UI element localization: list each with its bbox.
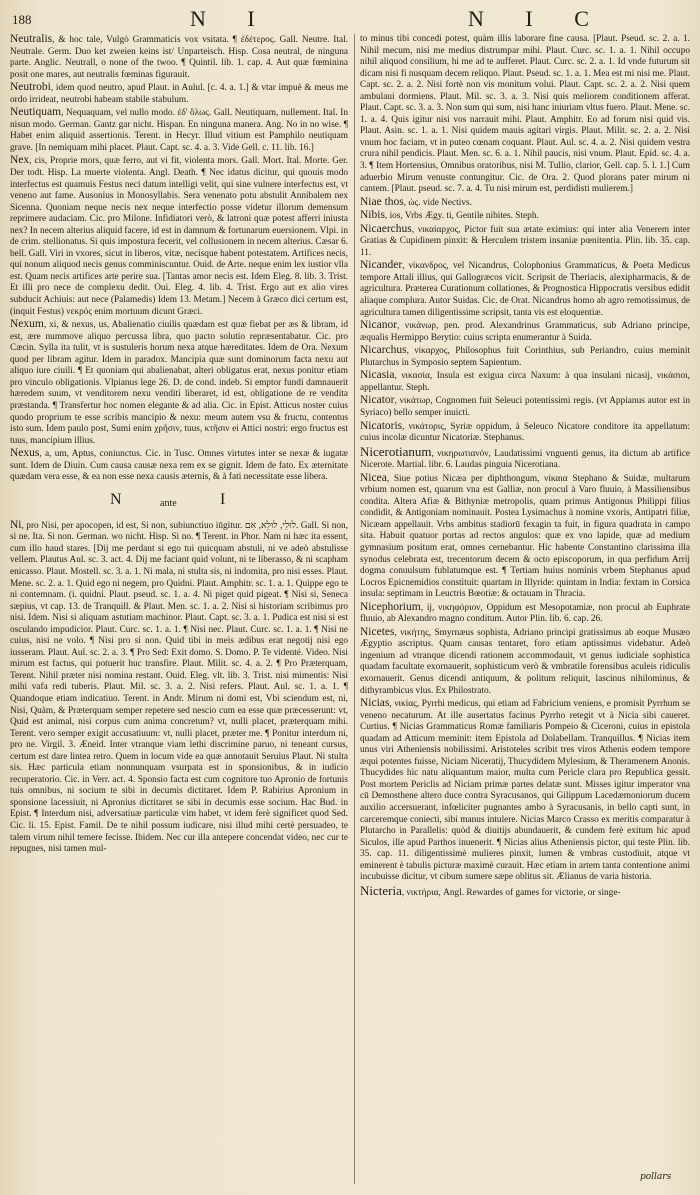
running-head-left: N I [190,6,273,31]
dictionary-entry: Nicerotianum, νικηρωτιανόν, Laudatissimi vnguenti genus, ita dictum ab artifice Nicerote. Martial. libr. 6. Laudas pinguia Nicerotiana. [360,443,690,471]
left-entries-after [10,520,348,856]
entry-text: a, um, Aptus, coniunctus. Cic. in Tusc. Omnes virtutes inter se nexæ & iugatæ sunt. Idem de Diuin. Cum causa causæ nexa rem ex se gignit. Idem de fato. Ex æternitate quædam vera esse, & ea non esse nexa causis æternis, & à fati necessitate esse libera. [10,449,348,483]
entry-headword: Nicias [360,697,390,710]
dictionary-entry: Neutrobi, idem quod neutro, apud Plaut. in Aulul. [c. 4. a. 1.] & vtar impuè & meus me ordo irrideat, neutrobi habeam stabile stabulum. [10,81,348,105]
entry-text: νικάτορις, Syriæ oppidum, à Seleuco Nicatore conditore ita appellatum: cuius incolæ dicuntur Nicatoriæ. Stephanus. [360,421,690,444]
entry-text: νίκανδρος, vel Nicandrus, Colophonius Grammaticus, & Poeta Medicus tempore Attali illius, qui Gallogræcos vicit. Scripsit de Theriacis, alexipharmacis, & de agricultura. Præterea Curationum collationes, & Prognostica Hippocratis versibus edidit aliaque complura. Autor Suidas. Cic. de Orat. Nicandrus homo ab agro remotissimus, de agricultura tamen diligentissime scripsit, tanta vis est eloquentiæ. [360,261,690,318]
right-entries [360,34,690,899]
dictionary-entry [360,34,690,196]
dictionary-entry: Neutralis, & hoc tale, Vulgò Grammaticis vox vsitata. ¶ ἐδέτερος. Gall. Neutre. Ital. Neutrale. Germ. Duo ket zweien keins ist/ Unparteisch. Hisp. Cosa neutral, de ninguna parte. Anglic. Neutrall, o none of the twoo. ¶ Quintil. lib. 1. cap. 4. Aut quæ fœminina posit one mares, aut neutralis fœminas figurauit. [10,34,348,80]
section-letter-left: N [110,490,122,508]
entry-text: ios, Vrbs Ægy. ti, Gentile nibites. Steph. [389,211,539,222]
entry-text: ὠς. vide Nectivs. [408,197,472,208]
section-word: ante [160,497,177,509]
entry-headword: Nex [10,154,30,167]
entry-text: νικαίαρχος, Pictor fuit sua ætate eximius: qui inter alia Venerem inter Gratias & Cupidinem pinxit: & Herculem tristem insaniæ pœnitentia. Plin. lib. 35. cap. 11. [360,224,690,258]
entry-text: ij, νικηφόριον, Oppidum est Mesopotamiæ, non procul ab Euphrate fluuio, ab Alexandro magno conditum. Autor Plin. lib. 6. cap. 26. [360,602,690,625]
dictionary-entry: Nicaerchus, νικαίαρχος, Pictor fuit sua ætate eximius: qui inter alia Venerem inter Gratias & Cupidinem pinxit: & Herculem tristem insaniæ pœnitentia. Plin. lib. 35. cap. 11. [360,222,690,258]
dictionary-entry: Nicator, νικάτωρ, Cognomen fuit Seleuci potentissimi regis. (vt Appianus autor est in Syriaco) bello semper inuicti. [360,394,690,418]
entry-headword: Nicator [360,394,395,407]
entry-text: νικασία, Insula est exigua circa Naxum: à qua insulani nicasij, νικάσιοι, appellantur. Steph. [360,371,690,393]
running-head-right: N I C [468,6,607,31]
dictionary-entry: Nicea, Siue potius Nicæa per diphthongum, νίκαια Stephano & Suidæ, multarum vrbium nomen est, quarum vna est Galliæ, non procul à Varo fluuio, à Massiliensibus condita. Altera Afiæ & Bithyniæ metropolis, quam primus Antigonus Philippi filius condidit, & Antigoniam nominauit. Postea Lysimachus à nomine vxoris, Antipatri filiæ, Nicæam appellauit. Vrbs ambitus stadiorū fexagin ta fuit, in figura quadrata in campo sita. Habuit quatuor portas ad rectos angulos: quæ ex vno lapide, quæ ad medium gymnasium positum erat, omnes cernebantur. Hic habente Constantino clarissima illa synodus celebrata est, trecentorum decem & octo episcoporum, in qua perfidum Arrij dogma conuulsum fublatumque est. ¶ Tertiam huius nominis vrbem Stephanus apud Locros Epicnemidios constituit: quartam in Illyride: quintam in India: fextam in Corsica insula: septimam in Leuctris Bœotiæ: & octauam in Thracia. [360,471,690,600]
entry-headword: Neutrobi [10,81,51,94]
entry-text: νικάνωρ, pen. prod. Alexandrinus Grammaticus, sub Adriano principe, æqualis Hermippo Berytio: cuius scripta enumerantur à Suida. [360,321,690,343]
dictionary-entry: Niae thos, ὠς. vide Nectivs. [360,195,472,208]
left-column [10,34,348,1184]
entry-headword: Nicanor [360,319,398,332]
entry-headword: Ni [10,518,22,531]
dictionary-entry: Nicatoris, νικάτορις, Syriæ oppidum, à Seleuco Nicatore conditore ita appellatum: cuius incolæ dicuntur Nicatoriæ. Stephanus. [360,419,690,444]
catchword: pollars [640,1172,672,1182]
dictionary-entry: Nicander, νίκανδρος, vel Nicandrus, Colophonius Grammaticus, & Poeta Medicus tempore Attali illius, qui Gallogræcos vicit. Scripsit de Theriacis, alexipharmacis, & de agricultura. Præterea Curationum collationes, & Prognostica Hippocratis versibus edidit aliaque complura. Autor Suidas. Cic. de Orat. Nicandrus homo ab agro remotissimus, de agricultura tamen diligentissime scripsit, tanta vis est eloquentiæ. [360,259,690,318]
entry-text: to minus tibi concedi potest, quàm illis laborare fine causa. [Plaut. Pseud. sc. 2. a. 1. Nihil mecum, nisi me medius distrumpar mihi. Plaut. Curc. sc. 1. a. 1. Nihil occupo nihil aliquod consilium, hi me ad te aufferet. Plaut. Curc. sc. 2. a. 1. Id vnde futurum sit dicam nisi fi nusquam decem reliquo. Plaut. Pseud. sc. 1. a. 1. Mea est mi nisi me. Plaut. Capt. sc. 2. a. 2. Nisi fortè non vis monitum volui. Plaut. Capt. sc. 2. a. 2. Nisi quem ambulaui dormiens. Plaut. Mil. sc. 3. a. 3. Nisi quis meliorem conditionem afferat. Plaut. Capt. sc. 3. a. 3. Non sum qui sum, nisi hanc iniuriam vltus fuero. Plaut. Mene. sc. 1. a. 4. Quis igitur nisi vos narrauit mihi. Plaut. Amphitr. Eo ad forum nisi quid vis. Plaut. Asin. sc. 1. a. 1. Nisi quidem mauis agitari virgis. Plaut. Milit. sc. 2. a. 2. Nisi vnum hoc faciam, vt in puteo cœnam coquant. Plaut. Aul. sc. 4. a. 2. Nisi quidem vestra crura nihil pendicis. Plaut. Men. sc. 6. a. 1. Nihil paucis, nisi vnum. Plaut. Epid. sc. 4. a. 3. ¶ Item Hortensius, Omnibus oratoribus, nisi M. Tullio, clarior, Gell. cap. 5. l. 1.] Cum aduerbio Mirum venuste contungitur. Cic. de Ora. 2. Quod plorans pater mirum ni cantem. [Plaut. pseud. sc. 7. a. 4. Tu nisi mirum est, perdidisti mulierem.] [360,34,690,195]
dictionary-entry: Nicasia, νικασία, Insula est exigua circa Naxum: à qua insulani nicasij, νικάσιοι, appellantur. Steph. [360,369,690,393]
dictionary-entry: Nibis, ios, Vrbs Ægy. ti, Gentile nibites. Steph. [360,209,539,222]
entry-headword: Nicea [360,471,387,484]
right-column [360,34,690,1184]
entry-headword: Nicerotianum [360,443,432,459]
dictionary-entry: Nexum, xi, & nexus, us, Abalienatio ciuilis quædam est quæ fiebat per æs & libram, id est, ære nummove aliquo percussa libra, quo pacto solutio repræsentabatur. Cic. pro Cæcin. Sylla ita tulit, vt is sustuleris horum nexa atque hæreditates. Idem de Ora. Nexum quod per libram agitur. Idem in paradox. Mancipia quæ sunt dominorum facta nexu aut aliquo iure ciuili. ¶ Et quoniam qui abalienabat, alteri obligatus erat, nexus ponitur etiam pro vinculo obligationis. Vlpianus lege 26. D. de cond. indeb. Si emptor fundi damnauerit hæredem suum, vt venditorem nexu venditi liberaret, id est, obligatione de re vendita præstanda. ¶ Transfertur hoc nomen elegante & ad alia. Cic. in Epist. Atticus noster cuius quodo proprium te esse scribis mancipio & nexu: meum autem vsu & fructu, contentus isto sum. Idem paulo post, Sumi enim χρῆσιν, tuus, κτῆσιν ei Attici nostri: ergo fructus est tuus, mancipium illius. [10,318,348,446]
entry-headword: Nexum [10,318,44,331]
entry-headword: Nexus [10,447,40,460]
entry-headword: Nicasia [360,369,395,382]
dictionary-entry: Neutiquam, Nequaquam, vel nullo modo. ἐδ' ὅλως. Gall. Neutiquam, nullement. Ital. In nisun modo. German. Gantz gar nicht. Hispan. En ninguna manera. Ang. No in no wise. ¶ Habet enim aliquid assertionis. Terent. in Hecyr. Illud vitium est Pamphilo neutiquam grave. [In nemiquam mihi placet. Plaut. Capt. sc. 4. a. 3. Vide Gell. c. 11. lib. 16.] [10,106,348,153]
entry-text: xi, & nexus, us, Abalienatio ciuilis quædam est quæ fiebat per æs & libram, id est, ære nummove aliquo percussa libra, quo pacto solutio repræsentabatur. Cic. pro Cæcin. Sylla ita tulit, vt is sustuleris horum nexa atque hæreditates. Idem de Ora. Nexum quod per libram agitur. Idem in paradox. Mancipia quæ sunt dominorum facta nexu aut aliquo iure ciuili. ¶ Et quoniam qui abalienabat, alteri obligatus erat, nexus ponitur etiam pro vinculo obligationis. Vlpianus lege 26. D. de cond. indeb. Si emptor fundi damnauerit hæredem suum, vt venditorem nexu venditi liberaret, id est, obligatione de re vendita præstanda. ¶ Transfertur hoc nomen elegante & ad alia. Cic. in Epist. Atticus noster cuius quodo proprium te esse scribis mancipio & nexu: meum autem vsu & fructu, contentus isto sum. Idem paulo post, Sumi enim χρῆσιν, tuus, κτῆσιν ei Attici nostri: ergo fructus est tuus, mancipium illius. [10,320,348,446]
entry-text: νικάτωρ, Cognomen fuit Seleuci potentissimi regis. (vt Appianus autor est in Syriaco) bello semper inuicti. [360,396,690,418]
entry-headword: Nicander [360,259,403,272]
dictionary-entry: Nicetes, νικήτης, Smyrnæus sophista, Adriano principi gratissimus ab eoque Musæo Ægyptio ascriptus. Quam causas tentaret, foro etiam aptissimus videbatur. Adeò ingenium ad vtranque dicendi rationem accommodauit, vt genus iudiciale sophistica quadam facultate exornauerit, sophisticum verò & vmbratile forensibus aculeis ridiculis exornauerit. Genus dicendi antiquum, & politum reliquit, lascinus nihilominus, & dithyrambicus vlus. Ex Philostrato. [360,625,690,696]
entry-text: & hoc tale, Vulgò Grammaticis vox vsitata. ¶ ἐδέτερος. Gall. Neutre. Ital. Neutrale. Germ. Duo ket zweien keins ist/ Unparteisch. Hisp. Cosa neutral, de ninguna parte. Anglic. Neutrall, o none of the twoo. ¶ Quintil. lib. 1. cap. 4. Aut quæ fœminina posit one mares, aut neutralis fœminas figurauit. [10,35,348,80]
entry-text: νικτήρια, Angl. Rewardes of games for victorie, or singe- [406,887,621,898]
entry-text: νικίας, Pyrrhi medicus, qui etiam ad Fabricium veniens, e promisit Pyrrhum se veneno necaturum. At ille ausertatus facinus Pyrrho retegit vt à Nicia sibi caueret. Curtius. ¶ Nicias Grammaticus Romæ familiaris Pompeio & Ciceroni, cuius in epistola quadam ad Atticum meminit: item Epistola ad Dolabellam. Tranquillus. ¶ Nicias item unus viri Atheniensis nobilissimi. Aristoteles scribit tres viros Athenis eodem tempore æqui potentes fuisse, Niciam Niceratij, Thucydidem Mylesium, & Theramenem Anonis. Thucydides hic natu aliquantum maior, multa cum Pericle clara pro Republica gessit. Post mortem Periclis ad Niciam primæ partes delatæ sunt. Misses igitur imperator vna cū Demosthene altero duce contra Syracusanos, qui Gilippum Lacedæmoniorum ducem auxilio accersuerant, infœliciter pugnantes ambo à Syracusanis, in bello capti sunt, in carceremque coniecti, sibi manus intulere. Nicias Marco Crasso ex meritis comparatur à Plutarcho in Parallelis: quòd & diuitijs abundauerit, & cundem ferè exitum hic apud Siculos, ille apud Parthos inuenerit. ¶ Nicias alius Atheniensis pictor, qui teste Plin. lib. 35. cap. 11. diligentissimè mulieres pinxit, lumen & vmbras custodiuit, atque vt eminerent è tabulis picturæ maximè curauit. Hæc etiam in artem tanta contentione animi incubuisse dicitur, vt cibum sumere sæpe oblitus sit. Ælianus de varia historia. [360,699,690,883]
entry-text: pro Nisi, per apocopen, id est, Si non, subiunctiuo iūgitur. לוּלֵי, לוּלֵא, אִם. Gall. Si non, si ne. Ita. Si non. German. wo nicht. Hisp. Si no. ¶ Terent. in Phor. Nam ni hæc ita essent, cum illo haud stares. [Dij me perdant si ego tui quicquam abstuli, ni ve adeò abstulisse vellem. Plautus Aul. sc. 3. act. 4. Dij me faciant quid volunt, ni te liberasso, & ni scapham enicasso. Plaut. Mostell. sc. 3. a. 1. Ni mala, ni stulta sis, ni indomita, pro nisi esses. Plaut. Mene. sc. 2. a. 1. Quid ego ni negem, pro Quidni. Plaut. Amphitr. sc. 1. a. 1. Quippe ego te ni contemnam. (i. quidni. Plaut. pseud. sc. 1. a. 4. Ni piget quid pigeat. ¶ Nisi si, Seneca sæpius, vt cap. 13. de Tranquill. & Plaut. Men. sc. 1. a. 2. Nisi si historiam scribimus pro nisi. Idem. Nisi si aliquam astutiam machinor. Plaut. Capt. sc. 3. a. 1. Pudica est nisi si est osculando impudicior. Plaut. Curc. sc. 1. a. 1. ¶ Nisi nec. Plaut. Curc. sc. 1. a. 1. ¶ Nisi ne cuius, nisi ne volo. ¶ Nisi pro si non. Quid tibi in meis ædibus erat negotij nisi ego iusseram. Plaut. Aul. sc. 2. a. 3. ¶ Pro Sed: Exit domo. S. Domo. P. Te videnté. Video. Nisi mirum est factus, qui potuerit huc transfire. Plaut. Milit. sc. 4. a. 2. ¶ Pro Præterquam, Terent. Nihil præter nisi nomina restant. Ouid. Eleg. vlt. lib. 3. Trist. nisi mimentis: Nisi mihi vafa redi tuberis. Plaut. Mil. sc. 3. a. 2. Nisi refers. Plaut. Aul. sc. 1. a. 1. ¶ Quandoque etiam indicatiuo. Terent. in Andr. Mirum ni domi est, Vbi sciendum est, ni, Nisi, Quàm, & Præterquam semper repetere sed nescio cum ea esse quæ præcesserunt: vt, Quid est animal, nisi corpus cum anima concretum? vt, nulli placet, præterquam mihi. Terent. vero semper exigit accusatiuum: vt, nulli placet, præter me. ¶ Ponitur interdum ni, pro ne. Virgil. 3. Æneid. Inter vtranque viam lethi discrimine paruo, ni teneant cursus, certum est dare lintea retro. Quem in locum vide ea quæ annotauit Seruius Plaut. Ni stulta sis. Hæc particula etiam nonnunquam vsurpata est in sponsionibus, & in iudicio recuperatorio. Cic. in Verr. act. 4. Sponsio facta est cum cognitore tuo Apronio de fortunis tuis omnibus, ni socium te sibi in decumis dictitaret. Idem P. Rabirius Apronium in sponsione lacessiuit, ni Apronius dictitaret se sibi in decumis esse socium. Hac Bud. in Epist. ¶ Interdum nisi, adversatiuæ particulæ vim habet, vt idem ferè significet quod Sed. Cic. li. 15. Epist. Famil. De te nihil possum iudicare, nisi illud mihi certè persuadeo, te talem virum nihil temere fecisse. Ibidem. Nec cur illa antepere concendat video, nec cur te repugnes, nisi tamen mul- [10,520,348,855]
entry-headword: Nicetes [360,625,395,638]
entry-headword: Neutiquam [10,106,62,119]
entry-text: Nequaquam, vel nullo modo. ἐδ' ὅλως. Gall. Neutiquam, nullement. Ital. In nisun modo. German. Gantz gar nicht. Hispan. En ninguna manera. Ang. No in no wise. ¶ Habet enim aliquid assertionis. Terent. in Hecyr. Illud vitium est Pamphilo neutiquam grave. [In nemiquam mihi placet. Plaut. Capt. sc. 4. a. 3. Vide Gell. c. 11. lib. 16.] [10,108,348,153]
dictionary-entry: Nicanor, νικάνωρ, pen. prod. Alexandrinus Grammaticus, sub Adriano principe, æqualis Hermippo Berytio: cuius scripta enumerantur à Suida. [360,319,690,343]
entry-headword: Nibis [360,209,385,222]
dictionary-entry: Nex, cis, Proprie mors, quæ ferro, aut vi fit, violenta mors. Gall. Mort. Ital. Morte. Ger. Der todt. Hisp. La muerte violenta. Angl. Death. ¶ Nec idatus dicitur, qui quouis modo interfectus est quamuis Festus neci datum intelligi velit, qui sine vulnere interfectus est, vt veneno aut fame. Ausonius in Monosyllabis. Sera venenato potu abstulit Annibalem nex Sicenna. Quoniam neque necis nex neque interfectio posse videtur illorum demensum reprimere audaciam. Cic. pro Milone. Infidiatori verò, & latroni quæ potest afferri iniusta nex? In necem alterius aliquid facere, id est in damnum & fortunarum euersionem. Vlpi. in de crim. stellionatus. Si quis impostura fecerit, vel collusionem in necem alterius. Cæsar 6. bell. Gall. Viri in vxores, sicut in liberos, vitæ, necisque habent potestatem. Artifices necis, qui nonum aliquod necis genus comminiscuntur. Ouid. de Arte. neque enim lex iustior vlla est. Quam necis artifices arte perire sua. [Tantas amor necis est. Idem Eleg. 8. lib. 3. Trist. Et illi pro nece de complexu dedit. Oui. Eleg. 4. lib. 4. Trist. Ergo aut ex alio vires subducit Achiuis: aut nece (Palamedis) Idem 13. Metam.] Necem à Græco dici certum est, (inquit Festus) νεκρός enim mortuum dicunt Græci. [10,154,348,317]
column-divider [354,34,355,1184]
dictionary-entry: Ni, pro Nisi, per apocopen, id est, Si non, subiunctiuo iūgitur. לוּלֵי, לוּלֵא, אִם. Gall. Si non, si ne. Ita. Si non. German. wo nicht. Hisp. Si no. ¶ Terent. in Phor. Nam ni hæc ita essent, cum illo haud stares. [Dij me perdant si ego tui quicquam abstuli, ni ve adeò abstulisse vellem. Plautus Aul. sc. 3. act. 4. Dij me faciant quid volunt, ni te liberasso, & ni scapham enicasso. Plaut. Mostell. sc. 3. a. 1. Ni mala, ni stulta sis, ni indomita, pro nisi esses. Plaut. Mene. sc. 2. a. 1. Quid ego ni negem, pro Quidni. Plaut. Amphitr. sc. 1. a. 1. Quippe ego te ni contemnam. (i. quidni. Plaut. pseud. sc. 1. a. 4. Ni piget quid pigeat. ¶ Nisi si, Seneca sæpius, vt cap. 13. de Tranquill. & Plaut. Men. sc. 1. a. 2. Nisi si historiam scribimus pro nisi. Idem. Nisi si aliquam astutiam machinor. Plaut. Capt. sc. 3. a. 1. Pudica est nisi si est osculando impudicior. Plaut. Curc. sc. 1. a. 1. ¶ Nisi nec. Plaut. Curc. sc. 1. a. 1. ¶ Nisi ne cuius, nisi ne volo. ¶ Nisi pro si non. Quid tibi in meis ædibus erat negotij nisi ego iusseram. Plaut. Aul. sc. 2. a. 3. ¶ Pro Sed: Exit domo. S. Domo. P. Te videnté. Video. Nisi mirum est factus, qui potuerit huc transfire. Plaut. Milit. sc. 4. a. 2. ¶ Pro Præterquam, Terent. Nihil præter nisi nomina restant. Ouid. Eleg. vlt. lib. 3. Trist. nisi mimentis: Nisi mihi vafa redi tuberis. Plaut. Mil. sc. 3. a. 2. Nisi refers. Plaut. Aul. sc. 1. a. 1. ¶ Quandoque etiam indicatiuo. Terent. in Andr. Mirum ni domi est, Vbi sciendum est, ni, Nisi, Quàm, & Præterquam semper repetere sed nescio cum ea esse quæ præcesserunt: vt, Quid est animal, nisi corpus cum anima concretum? vt, nulli placet, præterquam mihi. Terent. vero semper exigit accusatiuum: vt, nulli placet, præter me. ¶ Ponitur interdum ni, pro ne. Virgil. 3. Æneid. Inter vtranque viam lethi discrimine paruo, ni teneant cursus, certum est dare lintea retro. Quem in locum vide ea quæ annotauit Seruius Plaut. Ni stulta sis. Hæc particula etiam nonnunquam vsurpata est in sponsionibus, & in iudicio recuperatorio. Cic. in Verr. act. 4. Sponsio facta est cum cognitore tuo Apronio de fortunis tuis omnibus, ni socium te sibi in decumis dictitaret. Idem P. Rabirius Apronium in sponsione lacessiuit, ni Apronius dictitaret se sibi in decumis esse socium. Hac Bud. in Epist. ¶ Interdum nisi, adversatiuæ particulæ vim habet, vt idem ferè significet quod Sed. Cic. li. 15. Epist. Famil. De te nihil possum iudicare, nisi illud mihi certè persuadeo, te talem virum nihil temere fecisse. Ibidem. Nec cur illa antepere concendat video, nec cur te repugnes, nisi tamen mul- [10,518,348,855]
left-entries-before [10,34,348,484]
entry-text: Siue potius Nicæa per diphthongum, νίκαια Stephano & Suidæ, multarum vrbium nomen est, quarum vna est Galliæ, non procul à Varo fluuio, à Massiliensibus condita. Altera Afiæ & Bithyniæ metropolis, quam primus Antigonus Philippi filius condidit, & Antigoniam nominauit. Postea Lysimachus à nomine vxoris, Antipatri filiæ, Nicæam appellauit. Vrbs ambitus stadiorū fexagin ta fuit, in figura quadrata in campo sita. Habuit quatuor portas ad rectos angulos: quæ ex vno lapide, quæ ad medium gymnasium positum erat, omnes cernebantur. Hic habente Constantino clarissima illa synodus celebrata est, trecentorum decem & octo episcoporum, in qua perfidum Arrij dogma conuulsum fublatumque est. ¶ Tertiam huius nominis vrbem Stephanus apud Locros Epicnemidios constituit: quartam in Illyride: quintam in India: fextam in Corsica insula: septimam in Leuctris Bœotiæ: & octauam in Thracia. [360,473,690,600]
entry-headword: Nicteria [360,882,402,898]
page-number: 188 [12,12,32,27]
entry-headword: Nicatoris [360,419,403,432]
entry-text: νικηρωτιανόν, Laudatissimi vnguenti genus, ita dictum ab artifice Nicerote. Martial. libr. 6. Laudas pinguia Nicerotiana. [360,448,690,471]
entry-text: idem quod neutro, apud Plaut. in Aulul. [c. 4. a. 1.] & vtar impuè & meus me ordo irrideat, neutrobi habeam stabile stabulum. [10,83,348,105]
section-heading [10,490,348,518]
entry-text: cis, Proprie mors, quæ ferro, aut vi fit, violenta mors. Gall. Mort. Ital. Morte. Ger. Der todt. Hisp. La muerte violenta. Angl. Death. ¶ Nec idatus dicitur, qui quouis modo interfectus est quamuis Festus neci datum intelligi velit, qui sine vulnere interfectus est, vt veneno aut fame. Ausonius in Monosyllabis. Sera venenato potu abstulit Annibalem nex Sicenna. Quoniam neque necis nex neque interfectio posse videtur illorum demensum reprimere audaciam. Cic. pro Milone. Infidiatori verò, & latroni quæ potest afferri iniusta nex? In necem alterius aliquid facere, id est in damnum & fortunarum euersionem. Vlpi. in de crim. stellionatus. Si quis impostura fecerit, vel collusionem in necem alterius. Cæsar 6. bell. Gall. Viri in vxores, sicut in liberos, vitæ, necisque habent potestatem. Artifices necis, qui nonum aliquod necis genus comminiscuntur. Ouid. de Arte. neque enim lex iustior vlla est. Quam necis artifices arte perire sua. [Tantas amor necis est. Idem Eleg. 8. lib. 3. Trist. Et illi pro nece de complexu dedit. Oui. Eleg. 4. lib. 4. Trist. Ergo aut ex alio vires subducit Achiuis: aut nece (Palamedis) Idem 13. Metam.] Necem à Græco dici certum est, (inquit Festus) νεκρός enim mortuum dicunt Græci. [10,156,348,317]
entry-headword: Neutralis [10,34,53,45]
entry-text: νίκαρχος, Philosophus fuit Corinthius, sub Periandro, cuius meminit Plutarchus in Symposio septem Sapientum. [360,346,690,368]
dictionary-entry: Nicephorium, ij, νικηφόριον, Oppidum est Mesopotamiæ, non procul ab Euphrate fluuio, ab Alexandro magno conditum. Autor Plin. lib. 6. cap. 26. [360,600,690,625]
dictionary-entry: Nicias, νικίας, Pyrrhi medicus, qui etiam ad Fabricium veniens, e promisit Pyrrhum se veneno necaturum. At ille ausertatus facinus Pyrrho retegit vt à Nicia sibi caueret. Curtius. ¶ Nicias Grammaticus Romæ familiaris Pompeio & Ciceroni, cuius in epistola quadam ad Atticum meminit: item Epistola ad Dolabellam. Tranquillus. ¶ Nicias item unus viri Atheniensis nobilissimi. Aristoteles scribit tres viros Athenis eodem tempore æqui potentes fuisse, Niciam Niceratij, Thucydidem Mylesium, & Theramenem Anonis. Thucydides hic natu aliquantum maior, multa cum Pericle clara pro Republica gessit. Post mortem Periclis ad Niciam primæ partes delatæ sunt. Misses igitur imperator vna cū Demosthene altero duce contra Syracusanos, qui Gilippum Lacedæmoniorum ducem auxilio accersuerant, infœliciter pugnantes ambo à Syracusanis, in bello capti sunt, in carceremque coniecti, sibi manus intulere. Nicias Marco Crasso ex meritis comparatur à Plutarcho in Parallelis: quòd & diuitijs abundauerit, & cundem ferè exitum hic apud Siculos, ille apud Parthos inuenerit. ¶ Nicias alius Atheniensis pictor, qui teste Plin. lib. 35. cap. 11. diligentissimè mulieres pinxit, lumen & vmbras custodiuit, atque vt eminerent è tabulis picturæ maximè curauit. Hæc etiam in artem tanta contentione animi incubuisse dicitur, vt cibum sumere sæpe oblitus sit. Ælianus de varia historia. [360,697,690,883]
dictionary-entry: Nicteria, νικτήρια, Angl. Rewardes of games for victorie, or singe- [360,882,621,898]
entry-headword: Nicaerchus [360,222,412,235]
entry-text: νικήτης, Smyrnæus sophista, Adriano principi gratissimus ab eoque Musæo Ægyptio ascriptus. Quam causas tentaret, foro etiam aptissimus videbatur. Adeò ingenium ad vtranque dicendi rationem accommodauit, vt genus iudiciale sophistica quadam facultate exornauerit, sophisticum verò & vmbratile forensibus aculeis ridiculis exornauerit. Genus dicendi antiquum, & politum reliquit, lascinus nihilominus, & dithyrambicus vlus. Ex Philostrato. [360,627,690,696]
entry-headword: Niae thos [360,195,404,208]
dictionary-entry: Nexus, a, um, Aptus, coniunctus. Cic. in Tusc. Omnes virtutes inter se nexæ & iugatæ sunt. Idem de Diuin. Cum causa causæ nexa rem ex se gignit. Idem de fato. Ex æternitate quædam vera esse, & ea non esse nexa causis æternis, & à fati necessitate esse libera. [10,447,348,483]
section-letter-right: I [220,490,226,508]
entry-headword: Nicephorium [360,600,421,613]
entry-headword: Nicarchus [360,344,407,357]
running-header [0,6,700,32]
dictionary-entry: Nicarchus, νίκαρχος, Philosophus fuit Corinthius, sub Periandro, cuius meminit Plutarchus in Symposio septem Sapientum. [360,344,690,368]
